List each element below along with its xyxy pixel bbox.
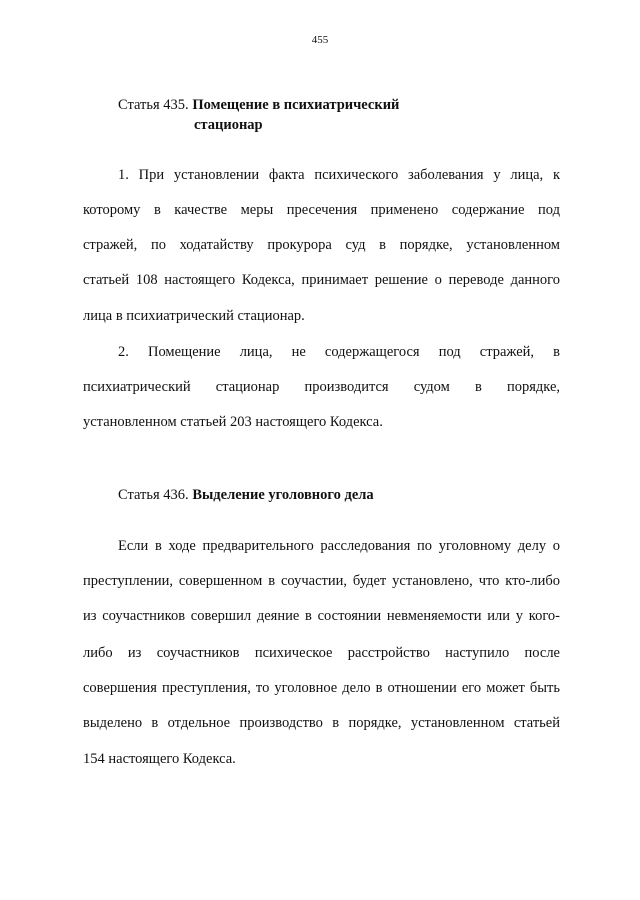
article-435-heading — [118, 95, 399, 115]
text-line: стражей, по ходатайству прокурора суд в порядке, установленном — [83, 237, 560, 253]
text-line: 1. При установлении факта психического заболевания у лица, к — [118, 167, 560, 183]
text-line: лица в психиатрический стационар. — [83, 308, 305, 324]
page-number: 455 — [311, 34, 329, 46]
text-line: выделено в отдельное производство в порядке, установленном статьей — [83, 715, 560, 731]
text-line: которому в качестве меры пресечения применено содержание под — [83, 202, 560, 218]
text-line: совершения преступления, то уголовное дело в отношении его может быть — [83, 680, 560, 696]
text-line: психиатрический стационар производится судом в порядке, — [83, 379, 560, 395]
text-line: из соучастников совершил деяние в состоянии невменяемости или у кого- — [83, 608, 560, 624]
article-436-heading — [118, 485, 374, 505]
text-line: либо из соучастников психическое расстройство наступило после — [83, 645, 560, 661]
text-line: преступлении, совершенном в соучастии, будет установлено, что кто-либо — [83, 573, 560, 589]
article-435-title: Помещение в психиатрический — [192, 97, 400, 113]
article-436-title: Выделение уголовного дела — [192, 487, 374, 503]
text-line: Если в ходе предварительного расследования по уголовному делу о — [118, 538, 560, 554]
article-435-title-continued: стационар — [194, 117, 263, 133]
article-435-prefix: Статья 435. — [118, 97, 189, 113]
text-line: статьей 108 настоящего Кодекса, принимает решение о переводе данного — [83, 272, 560, 288]
text-line: установленном статьей 203 настоящего Кодекса. — [83, 414, 383, 430]
text-line: 2. Помещение лица, не содержащегося под стражей, в — [118, 344, 560, 360]
text-line: 154 настоящего Кодекса. — [83, 751, 236, 767]
article-436-prefix: Статья 436. — [118, 487, 189, 503]
